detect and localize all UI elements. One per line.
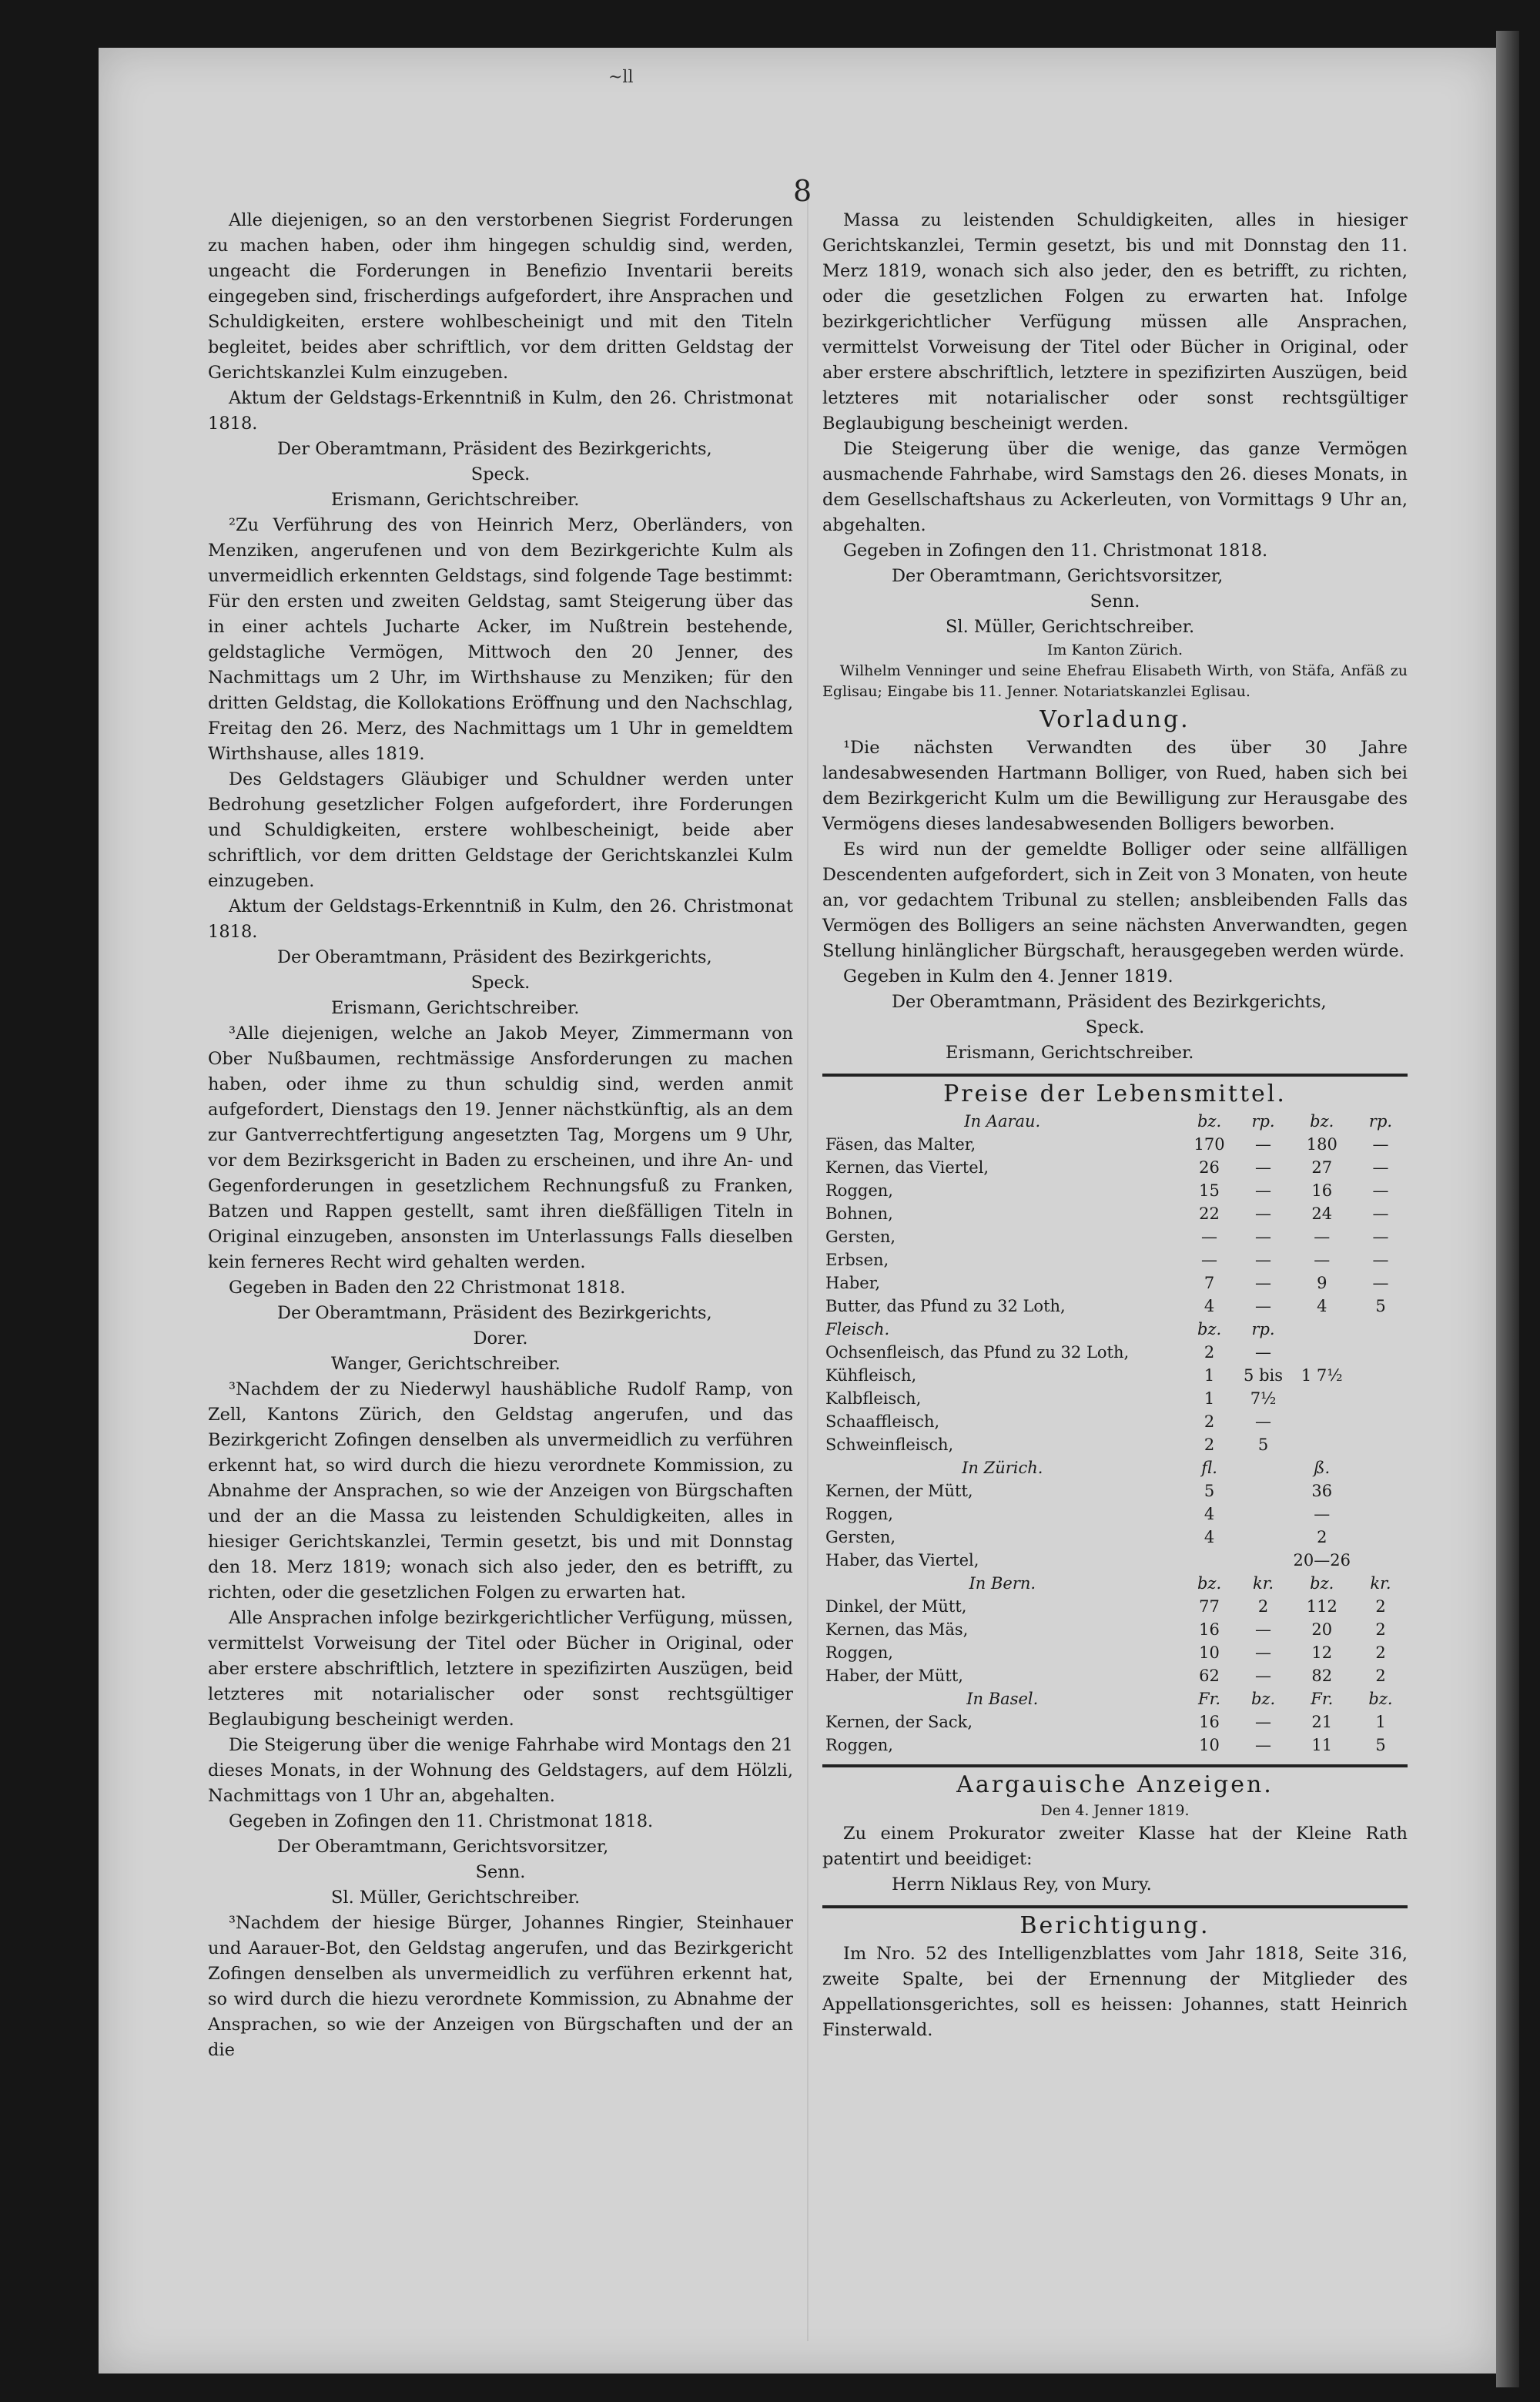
price-value: — <box>1255 1251 1272 1269</box>
divider-rule <box>822 1764 1408 1767</box>
price-value <box>1354 1479 1408 1503</box>
price-value: bz. <box>1197 1574 1222 1593</box>
price-item-label: Fäsen, das Malter, <box>825 1135 976 1154</box>
left-signature-line: Der Oberamtmann, Gerichtsvorsitzer, <box>277 1837 609 1857</box>
price-value: — <box>1372 1135 1389 1154</box>
right-signature-line: Im Kanton Zürich. <box>1046 642 1183 658</box>
price-value: — <box>1255 1667 1272 1685</box>
price-value: 4 <box>1204 1528 1215 1546</box>
price-item-label: Butter, das Pfund zu 32 Loth, <box>825 1297 1066 1315</box>
price-value: 82 <box>1311 1667 1333 1685</box>
left-signature-line: Der Oberamtmann, Präsident des Bezirkgerichts, <box>277 947 712 967</box>
prices-heading: Preise der Lebensmittel. <box>943 1080 1287 1107</box>
right-signature-line: Der Oberamtmann, Gerichtsvorsitzer, <box>892 566 1224 586</box>
price-item-label: Kühfleisch, <box>825 1366 917 1385</box>
price-value <box>1354 1456 1408 1479</box>
price-value: — <box>1255 1274 1272 1292</box>
price-item-label: Gersten, <box>825 1528 896 1546</box>
price-value: — <box>1255 1297 1272 1315</box>
price-value: 26 <box>1199 1158 1220 1177</box>
price-value: 2 <box>1204 1412 1215 1431</box>
left-signature-line: Der Oberamtmann, Präsident des Bezirkgerichts, <box>277 1303 712 1323</box>
price-row <box>822 1503 1408 1526</box>
price-value: — <box>1255 1181 1272 1200</box>
price-value: 5 <box>1375 1297 1386 1315</box>
left-signature-line: Erismann, Gerichtschreiber. <box>331 490 580 510</box>
left-column <box>208 208 793 2063</box>
vorladung-body <box>822 735 1408 990</box>
price-value: 16 <box>1311 1181 1333 1200</box>
price-row <box>822 1202 1408 1225</box>
berichtigung-text: Im Nro. 52 des Intelligenzblattes vom Jahr 1818, Seite 316, zweite Spalte, bei der Ernennung der Mitglieder des Appellationsgerichtes, soll es heissen: Johannes, statt Heinrich Finsterwald. <box>822 1944 1408 2040</box>
price-row <box>822 1110 1408 1133</box>
price-item-label: Kalbfleisch, <box>825 1389 922 1408</box>
price-value: 2 <box>1375 1667 1386 1685</box>
price-row <box>822 1295 1408 1318</box>
price-value <box>1237 1549 1291 1572</box>
left-paragraph: Alle Ansprachen infolge bezirkgerichtlicher Verfügung, müssen, vermittelst Vorweisung der Titel oder Bücher in Original, oder aber erstere abschriftlich, letztere in spezifizirten Auszügen, beid letzteres mit notarialischer oder sonst rechtsgültiger Beglaubigung bescheinigt werden. <box>208 1608 793 1730</box>
price-item-label: Kernen, das Viertel, <box>825 1158 989 1177</box>
price-value <box>1183 1549 1237 1572</box>
price-value: 2 <box>1375 1643 1386 1662</box>
column-divider <box>807 193 808 2341</box>
anzeigen-heading: Aargauische Anzeigen. <box>956 1771 1274 1798</box>
left-paragraph: Des Geldstagers Gläubiger und Schuldner werden unter Bedrohung gesetzlicher Folgen aufgefordert, ihre Forderungen und Schuldigkeiten, erstere wohlbescheinigt, beide aber schriftlich, vor dem dritten Geldstage der Gerichtskanzlei Kulm einzugeben. <box>208 769 793 891</box>
price-item-label: Erbsen, <box>825 1251 889 1269</box>
price-value: 36 <box>1311 1482 1333 1500</box>
price-value: 11 <box>1311 1736 1333 1754</box>
left-signature-line: Speck. <box>470 464 531 484</box>
price-value: bz. <box>1310 1574 1334 1593</box>
price-value: 170 <box>1194 1135 1225 1154</box>
price-value: — <box>1372 1181 1389 1200</box>
price-value: 2 <box>1375 1620 1386 1639</box>
price-item-label: Ochsenfleisch, das Pfund zu 32 Loth, <box>825 1343 1130 1362</box>
price-value: 5 <box>1204 1482 1215 1500</box>
left-signature-line: Speck. <box>470 973 531 993</box>
left-signature-line: Sl. Müller, Gerichtschreiber. <box>331 1888 581 1908</box>
price-value: — <box>1314 1251 1331 1269</box>
price-value: 2 <box>1204 1343 1215 1362</box>
price-value: — <box>1372 1274 1389 1292</box>
right-paragraph: Die Steigerung über die wenige, das ganze Vermögen ausmachende Fahrhabe, wird Samstags den 26. dieses Monats, in dem Gesellschaftshaus zu Ackerleuten, von Vormittags 9 Uhr an, abgehalten. <box>822 439 1408 535</box>
price-item-label: Haber, <box>825 1274 881 1292</box>
price-value: 5 bis <box>1244 1366 1284 1385</box>
anzeigen-date: Den 4. Jenner 1819. <box>1040 1802 1190 1819</box>
price-value: 4 <box>1317 1297 1327 1315</box>
vorladung-clerk: Erismann, Gerichtschreiber. <box>946 1043 1194 1063</box>
price-value <box>1291 1410 1354 1433</box>
price-item-label: Dinkel, der Mütt, <box>825 1597 967 1616</box>
price-row <box>822 1641 1408 1664</box>
price-item-label: Fleisch. <box>825 1320 890 1338</box>
price-row <box>822 1433 1408 1456</box>
price-value <box>1354 1318 1408 1341</box>
price-value: ß. <box>1314 1459 1331 1477</box>
price-row <box>822 1479 1408 1503</box>
price-row <box>822 1179 1408 1202</box>
left-paragraph: Die Steigerung über die wenige Fahrhabe wird Montags den 21 dieses Monats, in der Wohnung des Geldstagers, auf dem Hölzli, Nachmittags von 1 Uhr an, abgehalten. <box>208 1735 793 1806</box>
price-item-label: Gersten, <box>825 1228 896 1246</box>
price-row <box>822 1410 1408 1433</box>
left-paragraph: Alle diejenigen, so an den verstorbenen Siegrist Forderungen zu machen haben, oder ihm hingegen schuldig sind, werden, ungeacht die Forderungen in Benefizio Inventarii bereits eingegeben sind, frischerdings aufgefordert, ihre Ansprachen und Schuldigkeiten, erstere wohlbescheinigt und mit den Titeln begleitet, beides aber schriftlich, vor dem dritten Geldstag der Gerichtskanzlei Kulm einzugeben. <box>208 210 793 383</box>
price-value: 4 <box>1204 1505 1215 1523</box>
price-value: — <box>1372 1228 1389 1246</box>
vorladung-paragraph: ¹Die nächsten Verwandten des über 30 Jahre landesabwesenden Hartmann Bolliger, von Rued, haben sich bei dem Bezirkgericht Kulm um die Bewilligung zur Herausgabe des Vermögens dieses landesabwesenden Bolligers beworben. <box>822 738 1408 834</box>
price-value: 7½ <box>1250 1389 1277 1408</box>
price-item-label: Roggen, <box>825 1736 893 1754</box>
price-value: 112 <box>1306 1597 1337 1616</box>
price-row <box>822 1456 1408 1479</box>
price-value: — <box>1314 1228 1331 1246</box>
price-item-label: In Basel. <box>966 1690 1039 1708</box>
price-item-label: In Zürich. <box>962 1459 1043 1477</box>
price-value: — <box>1201 1251 1218 1269</box>
price-value: 21 <box>1311 1713 1333 1731</box>
price-row <box>822 1572 1408 1595</box>
price-row <box>822 1595 1408 1618</box>
price-value: — <box>1372 1158 1389 1177</box>
price-value: 62 <box>1199 1667 1220 1685</box>
price-value: — <box>1255 1228 1272 1246</box>
price-item-label: Kernen, das Mäs, <box>825 1620 969 1639</box>
page-number: 8 <box>793 174 812 208</box>
price-value: bz. <box>1250 1690 1276 1708</box>
price-value: 10 <box>1199 1736 1220 1754</box>
price-value: 4 <box>1204 1297 1215 1315</box>
price-row <box>822 1341 1408 1364</box>
price-value: 1 7½ <box>1301 1366 1343 1385</box>
price-value <box>1354 1341 1408 1364</box>
vorladung-heading: Vorladung. <box>1040 706 1190 733</box>
vorladung-paragraph: Gegeben in Kulm den 4. Jenner 1819. <box>843 966 1173 987</box>
price-value: 2 <box>1317 1528 1327 1546</box>
price-value <box>1237 1479 1291 1503</box>
price-value: 10 <box>1199 1643 1220 1662</box>
top-mark: ~ll <box>608 68 634 87</box>
price-value: rp. <box>1251 1320 1275 1338</box>
price-value: 7 <box>1204 1274 1215 1292</box>
price-value: 16 <box>1199 1620 1220 1639</box>
price-row <box>822 1710 1408 1734</box>
price-value: 5 <box>1257 1436 1269 1454</box>
price-value: — <box>1255 1412 1272 1431</box>
price-row <box>822 1225 1408 1248</box>
price-item-label: Bohnen, <box>825 1204 893 1223</box>
price-value: — <box>1255 1158 1272 1177</box>
left-signature-line: Dorer. <box>473 1328 528 1348</box>
left-paragraph: Aktum der Geldstags-Erkenntniß in Kulm, den 26. Christmonat 1818. <box>208 896 793 942</box>
price-value <box>1354 1364 1408 1387</box>
price-value: Fr. <box>1198 1690 1221 1708</box>
price-value: 22 <box>1199 1204 1220 1223</box>
price-value: — <box>1255 1620 1272 1639</box>
price-value <box>1291 1387 1354 1410</box>
book-spine <box>1496 31 1519 2387</box>
left-signature-line: Erismann, Gerichtschreiber. <box>331 998 580 1018</box>
price-value <box>1291 1341 1354 1364</box>
price-row <box>822 1664 1408 1687</box>
price-value: 5 <box>1375 1736 1386 1754</box>
price-value: 20 <box>1311 1620 1333 1639</box>
anzeigen-text: Zu einem Prokurator zweiter Klasse hat der Kleine Rath patentirt und beeidiget: <box>822 1824 1408 1869</box>
price-item-label: Schweinfleisch, <box>825 1436 954 1454</box>
price-value <box>1354 1503 1408 1526</box>
price-value: 16 <box>1199 1713 1220 1731</box>
anzeigen-name: Herrn Niklaus Rey, von Mury. <box>892 1874 1152 1894</box>
left-paragraph: ²Zu Verführung des von Heinrich Merz, Oberländers, von Menziken, angerufenen und von dem Bezirkgerichte Kulm als unvermeidlich erkennten Geldstags, sind folgende Tage bestimmt: Für den ersten und zweiten Geldstag, samt Steigerung über das in einer achtels Jucharte Acker, im Nußtrein bestehende, geldstagliche Vermögen, Mittwoch den 20 Jenner, des Nachmittags um 2 Uhr, im Wirthshause zu Menziken; für den dritten Geldstag, die Kollokations Eröffnung und den Nachschlag, Freitag den 26. Merz, des Nachmittags um 1 Uhr in gemeldtem Wirthshause, alles 1819. <box>208 515 793 764</box>
price-value: bz. <box>1368 1690 1393 1708</box>
vorladung-signature-name: Speck. <box>1085 1017 1145 1037</box>
vorladung-signature: Der Oberamtmann, Präsident des Bezirkgerichts, <box>892 992 1327 1012</box>
berichtigung-heading: Berichtigung. <box>1019 1912 1210 1939</box>
price-value: 24 <box>1311 1204 1333 1223</box>
price-value <box>1354 1549 1408 1572</box>
price-row <box>822 1387 1408 1410</box>
price-value <box>1237 1526 1291 1549</box>
price-value: 77 <box>1199 1597 1220 1616</box>
price-value: 2 <box>1204 1436 1215 1454</box>
prices-table <box>822 1110 1408 1757</box>
price-value: 1 <box>1204 1389 1215 1408</box>
price-value <box>1237 1456 1291 1479</box>
price-value: bz. <box>1310 1112 1334 1131</box>
price-value: 1 <box>1375 1713 1386 1731</box>
right-signature-line: Sl. Müller, Gerichtschreiber. <box>946 617 1195 637</box>
price-value <box>1354 1387 1408 1410</box>
price-row <box>822 1549 1408 1572</box>
left-paragraph: ³Nachdem der zu Niederwyl haushäbliche Rudolf Ramp, von Zell, Kantons Zürich, den Geldstag angerufen, und das Bezirkgericht Zofingen denselben als unvermeidlich zu verführen erkennt hat, so wird durch die hiezu verordnete Kommission, zu Abnahme der Ansprachen, so wie der Anzeigen von Bürgschaften und der an die Massa zu leistenden Schuldigkeiten, alles in hiesiger Gerichtskanzlei, Termin gesetzt, bis und mit Donnstag den 18. Merz 1819; wonach sich also jeder, den es betrifft, zu richten, oder die gesetzlichen Folgen zu erwarten hat. <box>208 1379 793 1603</box>
price-value: rp. <box>1251 1112 1275 1131</box>
price-item-label: Roggen, <box>825 1505 893 1523</box>
right-paragraph: Wilhelm Venninger und seine Ehefrau Elisabeth Wirth, von Stäfa, Anfäß zu Eglisau; Eingabe bis 11. Jenner. Notariatskanzlei Eglisau. <box>822 662 1408 700</box>
price-value: 15 <box>1199 1181 1220 1200</box>
price-value: bz. <box>1197 1320 1222 1338</box>
price-value: — <box>1255 1135 1272 1154</box>
price-item-label: Roggen, <box>825 1643 893 1662</box>
left-signature-line: Wanger, Gerichtschreiber. <box>331 1354 561 1374</box>
right-paragraph: Massa zu leistenden Schuldigkeiten, alles in hiesiger Gerichtskanzlei, Termin gesetzt, bis und mit Donnstag den 11. Merz 1819, wonach sich also jeder, den es betrifft, zu richten, oder die gesetzlichen Folgen zu erwarten hat. Infolge bezirkgerichtlicher Verfügung müssen alle Ansprachen, vermittelst Vorweisung der Titel oder Bücher in Original, oder aber erstere abschriftlich, letztere in spezifizirten Auszügen, beid letzteres mit notarialischer oder sonst rechtsgültiger Beglaubigung bescheinigt werden. <box>822 210 1408 434</box>
price-item-label: Schaaffleisch, <box>825 1412 940 1431</box>
price-row <box>822 1526 1408 1549</box>
price-value <box>1291 1433 1354 1456</box>
left-paragraph: ³Alle diejenigen, welche an Jakob Meyer, Zimmermann von Ober Nußbaumen, rechtmässige Ansforderungen zu machen haben, oder ihme zu thun schuldig sind, werden anmit aufgefordert, Dienstags den 19. Jenner nächstkünftig, als an dem zur Gantverrechtfertigung angesetzten Tag, Morgens um 9 Uhr, vor dem Bezirksgericht in Baden zu erscheinen, und ihre An- und Gegenforderungen in gesetzlichem Rechnungsfuß zu Franken, Batzen und Rappen gestellt, samt ihren dießfälligen Titeln in Original einzugeben, ansonsten im Unterlassungs Falls dieselben kein ferneres Recht wird gehalten werden. <box>208 1023 793 1272</box>
price-item-label: In Aarau. <box>964 1112 1041 1131</box>
price-value: kr. <box>1370 1574 1391 1593</box>
price-row <box>822 1156 1408 1179</box>
price-value: 180 <box>1306 1135 1337 1154</box>
price-value: — <box>1255 1713 1272 1731</box>
price-value: 12 <box>1311 1643 1333 1662</box>
price-value <box>1354 1410 1408 1433</box>
left-signature-line: Der Oberamtmann, Präsident des Bezirkgerichts, <box>277 439 712 459</box>
price-item-label: Haber, das Viertel, <box>825 1551 979 1570</box>
price-item-label: Roggen, <box>825 1181 893 1200</box>
price-item-label: Haber, der Mütt, <box>825 1667 963 1685</box>
right-paragraph: Gegeben in Zofingen den 11. Christmonat 1818. <box>843 541 1268 561</box>
price-value: fl. <box>1201 1459 1217 1477</box>
right-column <box>822 208 1408 2043</box>
price-value <box>1354 1526 1408 1549</box>
price-value: bz. <box>1197 1112 1222 1131</box>
price-value: 2 <box>1257 1597 1269 1616</box>
price-value: — <box>1255 1736 1272 1754</box>
price-value: 1 <box>1204 1366 1215 1385</box>
price-value: — <box>1255 1343 1272 1362</box>
price-row <box>822 1271 1408 1295</box>
price-value: — <box>1255 1204 1272 1223</box>
price-row <box>822 1318 1408 1341</box>
divider-rule <box>822 1905 1408 1908</box>
price-value: — <box>1201 1228 1218 1246</box>
price-value: 2 <box>1375 1597 1386 1616</box>
divider-rule <box>822 1074 1408 1077</box>
left-paragraph: ³Nachdem der hiesige Bürger, Johannes Ringier, Steinhauer und Aarauer-Bot, den Geldstag angerufen, und das Bezirkgericht Zofingen denselben als unvermeidlich zu verführen erkennt hat, so wird durch die hiezu verordnete Kommission, zu Abnahme der Ansprachen, so wie der Anzeigen von Bürgschaften und der an die <box>208 1913 793 2060</box>
price-row <box>822 1248 1408 1271</box>
price-value: Fr. <box>1311 1690 1334 1708</box>
price-row <box>822 1364 1408 1387</box>
left-paragraph: Aktum der Geldstags-Erkenntniß in Kulm, den 26. Christmonat 1818. <box>208 388 793 434</box>
price-value: — <box>1255 1643 1272 1662</box>
right-column-notices <box>822 208 1408 702</box>
price-value: 9 <box>1317 1274 1327 1292</box>
price-value <box>1237 1503 1291 1526</box>
price-row <box>822 1687 1408 1710</box>
price-value: — <box>1372 1251 1389 1269</box>
price-value: — <box>1314 1505 1331 1523</box>
price-item-label: Kernen, der Sack, <box>825 1713 973 1731</box>
right-signature-line: Senn. <box>1090 591 1140 611</box>
price-value: rp. <box>1368 1112 1393 1131</box>
left-paragraph: Gegeben in Zofingen den 11. Christmonat 1818. <box>229 1811 654 1831</box>
price-row <box>822 1618 1408 1641</box>
price-value: 20—26 <box>1293 1551 1351 1570</box>
price-item-label: In Bern. <box>969 1574 1036 1593</box>
price-value: kr. <box>1252 1574 1274 1593</box>
price-value: 27 <box>1311 1158 1333 1177</box>
price-item-label: Kernen, der Mütt, <box>825 1482 973 1500</box>
price-value: — <box>1372 1204 1389 1223</box>
price-row <box>822 1133 1408 1156</box>
price-value <box>1291 1318 1354 1341</box>
left-signature-line: Senn. <box>475 1862 526 1882</box>
left-paragraph: Gegeben in Baden den 22 Christmonat 1818. <box>229 1278 626 1298</box>
price-value <box>1354 1433 1408 1456</box>
vorladung-paragraph: Es wird nun der gemeldte Bolliger oder seine allfälligen Descendenten aufgefordert, sich in Zeit von 3 Monaten, von heute an, vor gedachtem Tribunal zu stellen; ansbleibenden Falls das Vermögen des Bolligers an seine nächsten Anverwandten, gegen Stellung hinlänglicher Bürgschaft, herausgegeben werden würde. <box>822 839 1408 961</box>
price-row <box>822 1734 1408 1757</box>
